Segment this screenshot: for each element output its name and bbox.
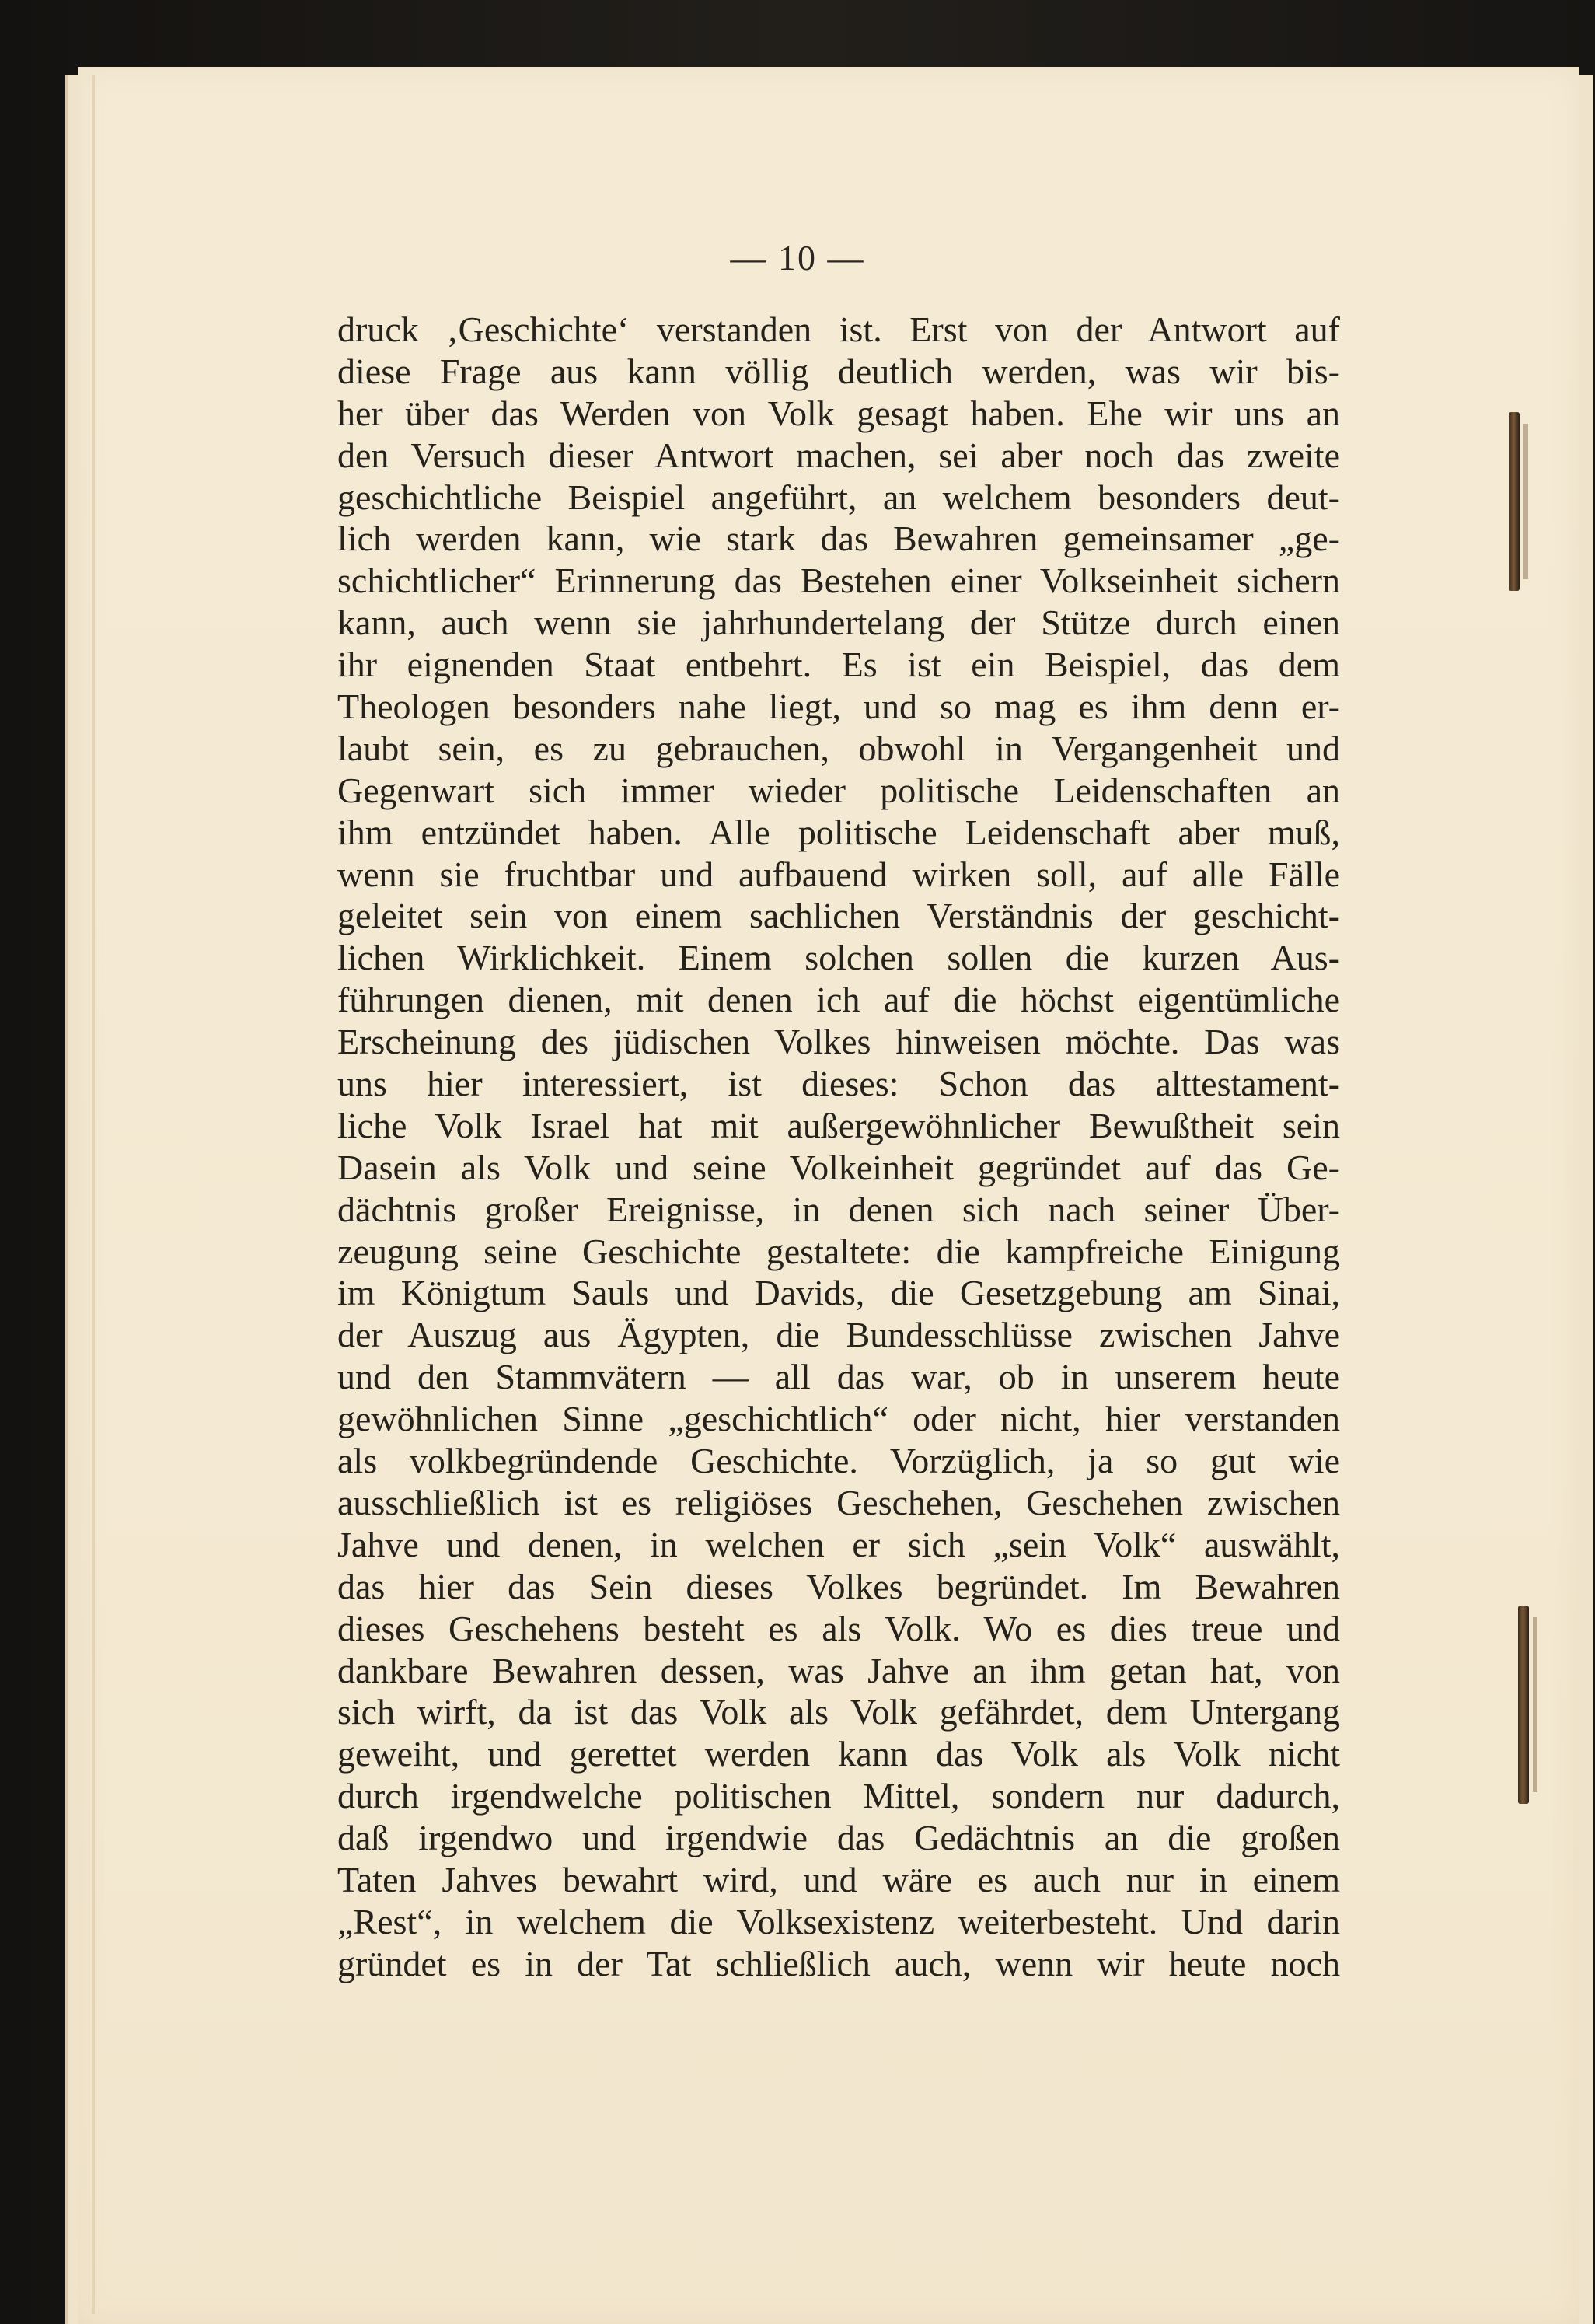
text-line: Dasein als Volk und seine Volkeinheit gegründet auf das Ge- xyxy=(337,1147,1340,1187)
text-line: dächtnis großer Ereignisse, in denen sich nach seiner Über- xyxy=(337,1189,1340,1229)
text-line: dankbare Bewahren dessen, was Jahve an ihm getan hat, von xyxy=(337,1650,1340,1690)
binding-stain-shadow xyxy=(1533,1617,1537,1792)
text-line: Erscheinung des jüdischen Volkes hinweisen möchte. Das was xyxy=(337,1022,1340,1062)
text-line: daß irgendwo und irgendwie das Gedächtnis an die großen xyxy=(337,1818,1340,1858)
text-line: ihm entzündet haben. Alle politische Leidenschaft aber muß, xyxy=(337,812,1340,852)
text-line: lichen Wirklichkeit. Einem solchen sollen die kurzen Aus- xyxy=(337,938,1340,978)
text-line: den Versuch dieser Antwort machen, sei aber noch das zweite xyxy=(337,435,1340,475)
binding-thread-mark xyxy=(1518,1606,1529,1804)
text-line: druck ‚Geschichte‘ verstanden ist. Erst von der Antwort auf xyxy=(337,309,1340,349)
text-line: führungen dienen, mit denen ich auf die höchst eigentümliche xyxy=(337,980,1340,1020)
text-line: ihr eignenden Staat entbehrt. Es ist ein Beispiel, das dem xyxy=(337,645,1340,685)
text-line: lich werden kann, wie stark das Bewahren gemeinsamer „ge- xyxy=(337,519,1340,559)
text-line: durch irgendwelche politischen Mittel, sondern nur dadurch, xyxy=(337,1776,1340,1816)
page-number: — 10 — xyxy=(730,238,865,278)
text-line: gründet es in der Tat schließlich auch, wenn wir heute noch xyxy=(337,1943,1340,1983)
text-line: im Königtum Sauls und Davids, die Gesetzgebung am Sinai, xyxy=(337,1273,1340,1313)
text-line: uns hier interessiert, ist dieses: Schon das alttestament- xyxy=(337,1064,1340,1104)
text-line: schichtlicher“ Erinnerung das Bestehen einer Volkseinheit sichern xyxy=(337,561,1340,601)
text-line: und den Stammvätern — all das war, ob in unserem heute xyxy=(337,1357,1340,1397)
text-line: „Rest“, in welchem die Volksexistenz weiterbesteht. Und darin xyxy=(337,1901,1340,1941)
text-line: zeugung seine Geschichte gestaltete: die kampfreiche Einigung xyxy=(337,1231,1340,1271)
body-text xyxy=(337,309,1340,1985)
binding-thread-mark xyxy=(1509,412,1520,591)
text-line: der Auszug aus Ägypten, die Bundesschlüsse zwischen Jahve xyxy=(337,1315,1340,1355)
text-line: laubt sein, es zu gebrauchen, obwohl in Vergangenheit und xyxy=(337,728,1340,768)
text-line: sich wirft, da ist das Volk als Volk gefährdet, dem Untergang xyxy=(337,1692,1340,1732)
text-line: her über das Werden von Volk gesagt haben. Ehe wir uns an xyxy=(337,393,1340,433)
text-line: Taten Jahves bewahrt wird, und wäre es auch nur in einem xyxy=(337,1859,1340,1899)
text-line: geschichtliche Beispiel angeführt, an welchem besonders deut- xyxy=(337,477,1340,517)
text-line: geweiht, und gerettet werden kann das Volk als Volk nicht xyxy=(337,1734,1340,1774)
text-line: kann, auch wenn sie jahrhundertelang der Stütze durch einen xyxy=(337,603,1340,643)
text-line: dieses Geschehens besteht es als Volk. Wo es dies treue und xyxy=(337,1608,1340,1648)
binding-stain-shadow xyxy=(1523,424,1528,579)
text-line: Theologen besonders nahe liegt, und so mag es ihm denn er- xyxy=(337,687,1340,727)
page-edge xyxy=(92,75,95,2314)
text-line: gewöhnlichen Sinne „geschichtlich“ oder nicht, hier verstanden xyxy=(337,1399,1340,1439)
text-line: liche Volk Israel hat mit außergewöhnlicher Bewußtheit sein xyxy=(337,1105,1340,1145)
text-line: diese Frage aus kann völlig deutlich werden, was wir bis- xyxy=(337,351,1340,391)
text-line: Gegenwart sich immer wieder politische Leidenschaften an xyxy=(337,770,1340,810)
text-line: als volkbegründende Geschichte. Vorzüglich, ja so gut wie xyxy=(337,1441,1340,1481)
text-line: das hier das Sein dieses Volkes begründet. Im Bewahren xyxy=(337,1566,1340,1606)
text-line: Jahve und denen, in welchen er sich „sein Volk“ auswählt, xyxy=(337,1524,1340,1564)
text-line: wenn sie fruchtbar und aufbauend wirken soll, auf alle Fälle xyxy=(337,854,1340,894)
text-line: geleitet sein von einem sachlichen Verständnis der geschicht- xyxy=(337,896,1340,936)
text-line: ausschließlich ist es religiöses Geschehen, Geschehen zwischen xyxy=(337,1482,1340,1522)
